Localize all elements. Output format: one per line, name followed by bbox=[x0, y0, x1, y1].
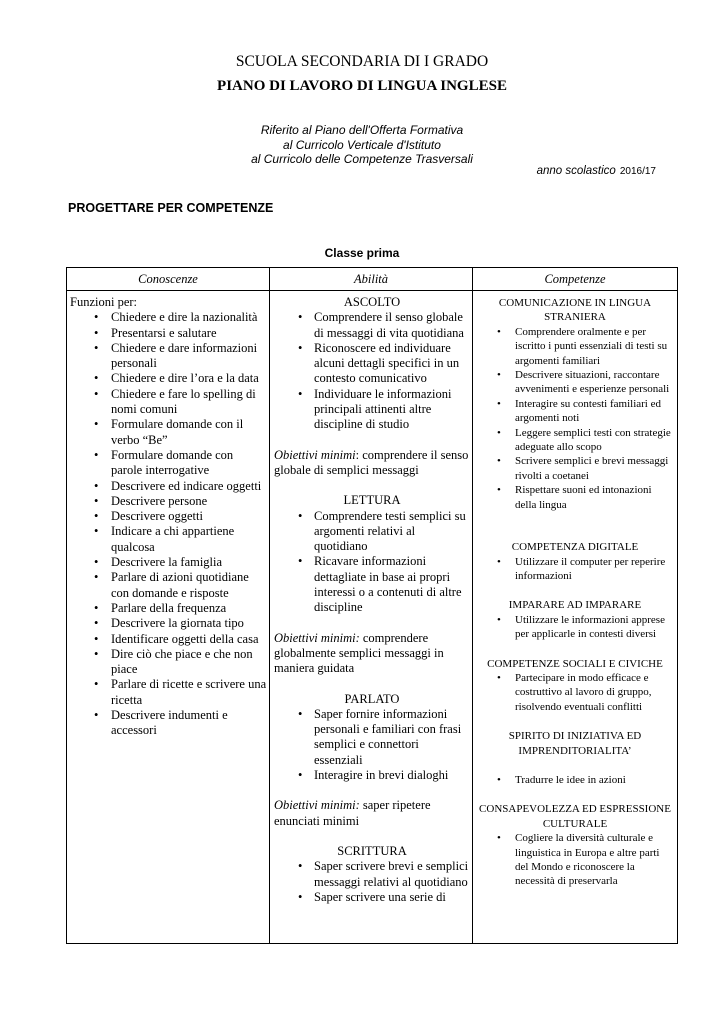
consapevolezza-heading: CONSAPEVOLEZZA ED ESPRESSIONE CULTURALE bbox=[479, 803, 671, 830]
min-objectives-label: Obiettivi minimi: bbox=[274, 798, 360, 813]
class-title: Classe prima bbox=[324, 246, 400, 260]
list-item: • Descrivere ed indicare oggetti bbox=[69, 479, 267, 494]
list-item: • Chiedere e dare informazioni personali bbox=[69, 341, 267, 372]
cell-competenze bbox=[473, 291, 677, 889]
reference-line: Riferito al Piano dell'Offerta Formativa bbox=[260, 123, 464, 137]
column-competenze bbox=[473, 268, 677, 943]
list-item: • Comprendere testi semplici su argomenti relativi al quotidiano bbox=[274, 509, 470, 555]
list-item: • Riconoscere ed individuare alcuni dettagli specifici in un contesto comunicativo bbox=[274, 341, 470, 387]
list-item: • Descrivere indumenti e accessori bbox=[69, 708, 267, 739]
list-item: • Descrivere persone bbox=[69, 494, 267, 509]
scrittura-heading: SCRITTURA bbox=[337, 843, 407, 858]
imparare-heading: IMPARARE AD IMPARARE bbox=[508, 599, 642, 612]
functions-list bbox=[69, 310, 267, 738]
school-year bbox=[537, 165, 656, 177]
column-header: Abilità bbox=[270, 268, 472, 291]
reference-line: al Curricolo Verticale d'Istituto bbox=[283, 137, 441, 152]
list-item: • Descrivere la giornata tipo bbox=[69, 616, 267, 631]
column-header: Conoscenze bbox=[67, 268, 269, 291]
list-item: • Formulare domande con parole interrogative bbox=[69, 448, 267, 479]
comunicazione-heading: COMUNICAZIONE IN LINGUA STRANIERA bbox=[498, 297, 652, 324]
digitale-heading: COMPETENZA DIGITALE bbox=[511, 541, 639, 554]
lettura-heading: LETTURA bbox=[343, 493, 401, 508]
list-item: • Indicare a chi appartiene qualcosa bbox=[69, 524, 267, 555]
school-name: SCUOLA SECONDARIA DI I GRADO bbox=[235, 53, 489, 70]
list-item: • Interagire su contesti familiari ed argomenti noti bbox=[475, 397, 675, 426]
sociali-list bbox=[475, 671, 675, 714]
list-item: • Comprendere il senso globale di messaggi di vita quotidiana bbox=[274, 310, 470, 341]
list-item: • Tradurre le idee in azioni bbox=[475, 773, 675, 787]
list-item: • Scrivere semplici e brevi messaggi rivolti a coetanei bbox=[475, 454, 675, 483]
list-item: • Descrivere situazioni, raccontare avvenimenti e esperienze personali bbox=[475, 368, 675, 397]
list-item: • Utilizzare le informazioni apprese per applicarle in contesti diversi bbox=[475, 613, 675, 642]
list-item: • Parlare di ricette e scrivere una ricetta bbox=[69, 677, 267, 708]
list-item: • Saper fornire informazioni personali e familiari con frasi semplici e connettori essenziali bbox=[274, 707, 470, 768]
list-item: • Dire ciò che piace e che non piace bbox=[69, 647, 267, 678]
cell-abilita bbox=[270, 291, 472, 905]
list-item: • Ricavare informazioni dettagliate in base ai propri interessi o a contenuti di altre discipline bbox=[274, 554, 470, 615]
list-item: • Saper scrivere una serie di bbox=[274, 890, 470, 905]
list-item: • Comprendere oralmente e per iscritto i punti essenziali di testi su argomenti familiari bbox=[475, 325, 675, 368]
list-item: • Chiedere e dire l’ora e la data bbox=[69, 371, 267, 386]
competence-table bbox=[66, 267, 678, 944]
sociali-heading: COMPETENZE SOCIALI E CIVICHE bbox=[487, 657, 663, 670]
cell-conoscenze bbox=[67, 291, 269, 739]
iniziativa-list bbox=[475, 773, 675, 787]
column-abilita bbox=[270, 268, 473, 943]
school-year-value: 2016/17 bbox=[619, 166, 656, 177]
list-item: • Cogliere la diversità culturale e linguistica in Europa e altre parti del Mondo e riconoscere la necessità di preservarla bbox=[475, 831, 675, 889]
section-title: PROGETTARE PER COMPETENZE bbox=[68, 201, 274, 215]
list-item: • Parlare di azioni quotidiane con domande e risposte bbox=[69, 570, 267, 601]
list-item: • Leggere semplici testi con strategie adeguate allo scopo bbox=[475, 426, 675, 455]
reference-line: al Curricolo delle Competenze Trasversali bbox=[251, 152, 473, 166]
min-objectives-text: saper ripetere enunciati minimi bbox=[274, 798, 431, 828]
list-item: • Saper scrivere brevi e semplici messaggi relativi al quotidiano bbox=[274, 859, 470, 890]
list-item: • Interagire in brevi dialoghi bbox=[274, 768, 470, 783]
digitale-list bbox=[475, 555, 675, 584]
list-item: • Descrivere la famiglia bbox=[69, 555, 267, 570]
list-item: • Chiedere e fare lo spelling di nomi comuni bbox=[69, 387, 267, 418]
school-year-label: anno scolastico bbox=[536, 165, 616, 177]
list-item: • Partecipare in modo efficace e costruttivo al lavoro di gruppo, risolvendo eventuali conflitti bbox=[475, 671, 675, 714]
list-item: • Descrivere oggetti bbox=[69, 509, 267, 524]
reference-block bbox=[0, 123, 724, 167]
ascolto-heading: ASCOLTO bbox=[343, 295, 401, 309]
imparare-list bbox=[475, 613, 675, 642]
lettura-min-objectives bbox=[274, 631, 470, 677]
list-item: • Parlare della frequenza bbox=[69, 601, 267, 616]
iniziativa-heading: SPIRITO DI INIZIATIVA ED IMPRENDITORIALITA’ bbox=[508, 730, 642, 757]
lettura-list bbox=[274, 509, 470, 616]
consapevolezza-list bbox=[475, 831, 675, 889]
list-item: • Utilizzare il computer per reperire informazioni bbox=[475, 555, 675, 584]
column-header: Competenze bbox=[473, 268, 677, 291]
list-item: • Individuare le informazioni principali attinenti altre discipline di studio bbox=[274, 387, 470, 433]
ascolto-min-objectives bbox=[274, 448, 470, 479]
list-item: • Rispettare suoni ed intonazioni della lingua bbox=[475, 483, 675, 512]
min-objectives-text: comprendere globalmente semplici messaggi in maniera guidata bbox=[274, 630, 444, 676]
min-objectives-label: Obiettivi minimi bbox=[274, 447, 356, 462]
scrittura-list bbox=[274, 859, 470, 905]
min-objectives-text: : comprendere il senso globale di semplici messaggi bbox=[274, 447, 469, 477]
list-item: • Presentarsi e salutare bbox=[69, 326, 267, 341]
parlato-heading: PARLATO bbox=[344, 691, 400, 706]
parlato-min-objectives bbox=[274, 798, 470, 829]
plan-title: PIANO DI LAVORO DI LINGUA INGLESE bbox=[217, 78, 507, 94]
list-item: • Identificare oggetti della casa bbox=[69, 632, 267, 647]
list-item: • Chiedere e dire la nazionalità bbox=[69, 310, 267, 325]
parlato-list bbox=[274, 707, 470, 783]
min-objectives-label: Obiettivi minimi: bbox=[274, 630, 360, 645]
ascolto-list bbox=[274, 310, 470, 432]
functions-intro: Funzioni per: bbox=[70, 295, 138, 309]
comunicazione-list bbox=[475, 325, 675, 512]
column-conoscenze bbox=[67, 268, 270, 943]
list-item: • Formulare domande con il verbo “Be” bbox=[69, 417, 267, 448]
